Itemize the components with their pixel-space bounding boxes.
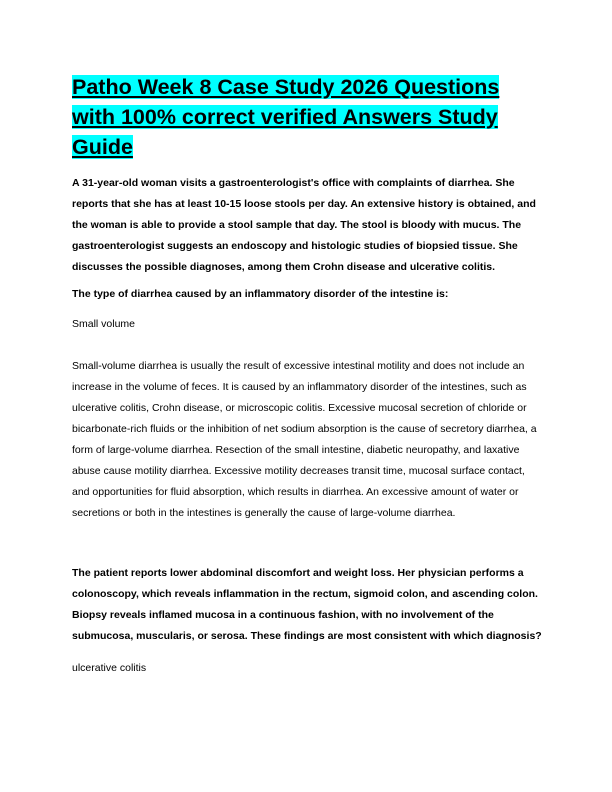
- title-highlight: Patho Week 8 Case Study 2026 Questions with 100% correct verified Answers Study Guide: [72, 75, 500, 159]
- question-1: The type of diarrhea caused by an inflammatory disorder of the intestine is:: [72, 288, 449, 300]
- answer-2: ulcerative colitis: [72, 662, 147, 674]
- question-2: The patient reports lower abdominal discomfort and weight loss. Her physician performs a colonoscopy, which reveals inflammation in the rectum, sigmoid colon, and ascending colon. Biopsy reveals inflamed mucosa in a continuous fashion, with no involvement of the submucosa, muscularis, or serosa. These findings are most consistent with which diagnosis?: [72, 567, 542, 642]
- document-title: [72, 72, 542, 162]
- case-description: A 31-year-old woman visits a gastroenterologist's office with complaints of diarrhea. She reports that she has at least 10-15 loose stools per day. An extensive history is obtained, and the woman is able to provide a stool sample that day. The stool is bloody with mucus. The gastroenterologist suggests an endoscopy and histologic studies of biopsied tissue. She discusses the possible diagnoses, among them Crohn disease and ulcerative colitis.: [72, 177, 536, 273]
- answer-1: Small volume: [72, 318, 136, 330]
- explanation-1: Small-volume diarrhea is usually the result of excessive intestinal motility and does not include an increase in the volume of feces. It is caused by an inflammatory disorder of the intestines, such as ulcerative colitis, Crohn disease, or microscopic colitis. Excessive mucosal secretion of chloride or bicarbonate-rich fluids or the inhibition of net sodium absorption is the cause of secretory diarrhea, a form of large-volume diarrhea. Resection of the small intestine, diabetic neuropathy, and laxative abuse cause motility diarrhea. Excessive motility decreases transit time, mucosal surface contact, and opportunities for fluid absorption, which results in diarrhea. An excessive amount of water or secretions or both in the intestines is generally the cause of large-volume diarrhea.: [72, 360, 537, 519]
